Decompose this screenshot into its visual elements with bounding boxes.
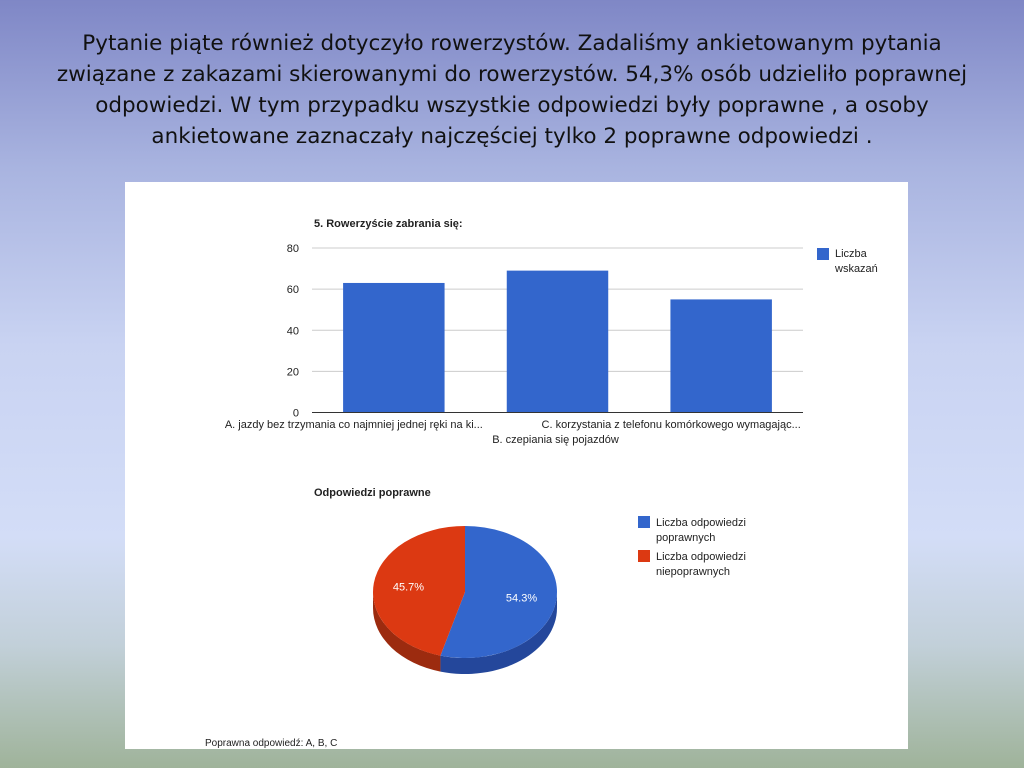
bar-chart: [225, 218, 878, 446]
pie-legend-label: Liczba odpowiedzi poprawnych: [656, 517, 746, 544]
y-tick-label: 0: [292, 407, 299, 420]
bar-legend-swatch: [817, 248, 829, 260]
pie-value-label: 45.7%: [392, 581, 425, 594]
pie-value-label: 54.3%: [505, 592, 538, 605]
x-tick-label: C. korzystania z telefonu komórkowego wymagając...: [541, 419, 801, 431]
pie-body: [373, 526, 557, 674]
pie-legend-swatch: [638, 516, 650, 528]
bar-y-ticks: [287, 243, 299, 420]
x-tick-label: B. czepiania się pojazdów: [492, 434, 619, 446]
y-tick-label: 80: [286, 243, 299, 255]
bar-chart-title: 5. Rowerzyście zabrania się:: [314, 218, 463, 230]
pie-legend-swatch: [638, 550, 650, 562]
charts-canvas: [125, 182, 908, 749]
correct-answer-note: Poprawna odpowiedź: A, B, C: [205, 738, 338, 749]
y-tick-label: 20: [286, 366, 299, 379]
pie-chart: [205, 487, 746, 749]
pie-legend: [638, 516, 746, 578]
chart-panel: [125, 182, 908, 749]
intro-paragraph: Pytanie piąte również dotyczyło rowerzystów. Zadaliśmy ankietowanym pytania związane z zakazami skierowanymi do rowerzystów. 54,3% osób udzieliło poprawnej odpowiedzi. W tym przypadku wszystkie odpowiedzi były poprawne , a osoby ankietowane zaznaczały najczęściej tylko 2 poprawne odpowiedzi .: [56, 31, 968, 149]
pie-legend-label: Liczba odpowiedzi niepoprawnych: [656, 551, 746, 578]
y-tick-label: 60: [286, 284, 299, 297]
bar: [343, 283, 444, 413]
bar-legend: [817, 248, 878, 275]
bar: [670, 299, 771, 412]
y-tick-label: 40: [286, 325, 299, 338]
bar: [507, 271, 608, 413]
bar-legend-label: Liczba wskazań: [835, 248, 878, 275]
x-tick-label: A. jazdy bez trzymania co najmniej jednej ręki na ki...: [224, 419, 483, 431]
bar-marks: [343, 271, 772, 413]
pie-chart-title: Odpowiedzi poprawne: [314, 487, 431, 499]
bar-x-labels: [225, 419, 801, 446]
